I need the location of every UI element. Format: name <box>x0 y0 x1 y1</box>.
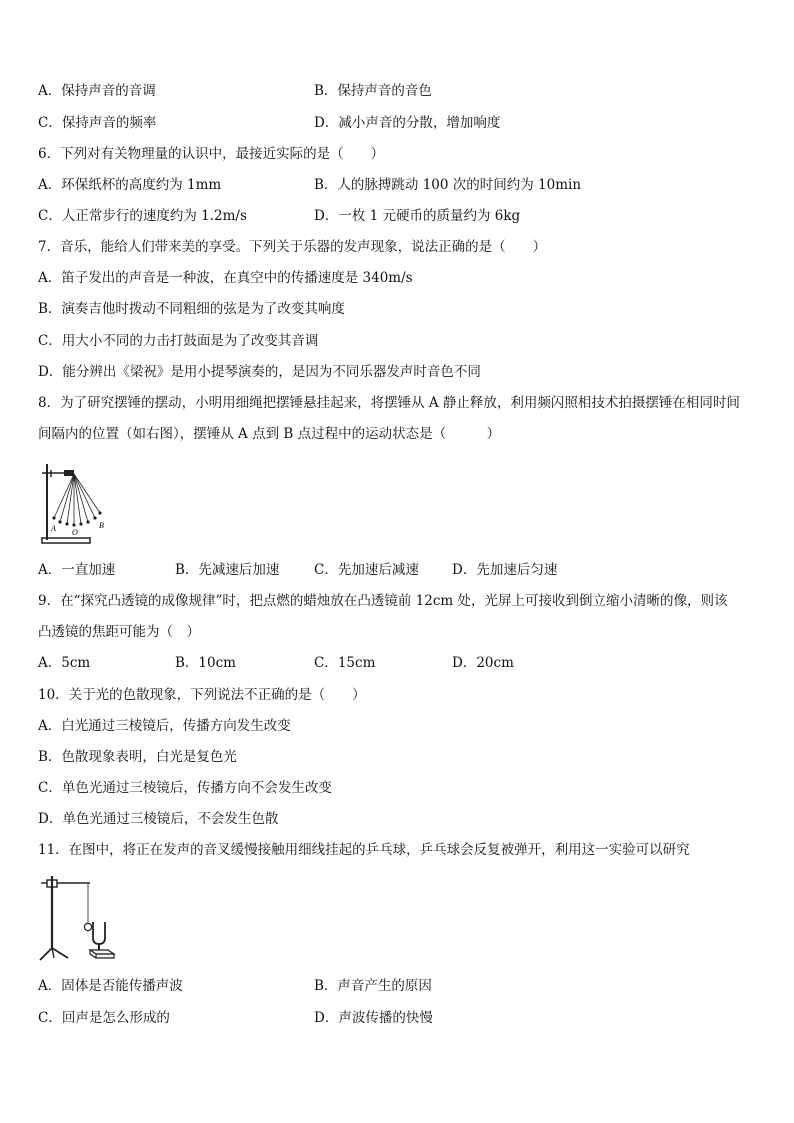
q5-option-d: D．减小声音的分散，增加响度 <box>314 115 501 131</box>
q5-option-c: C．保持声音的频率 <box>38 115 157 131</box>
q5-option-a: A．保持声音的音调 <box>38 83 156 99</box>
q7-stem: 7．音乐，能给人们带来美的享受。下列关于乐器的发声现象，说法正确的是（ ） <box>38 239 547 255</box>
q6-option-d: D．一枚 1 元硬币的质量约为 6kg <box>314 208 521 224</box>
q7-option-b: B．演奏吉他时拨动不同粗细的弦是为了改变其响度 <box>38 301 345 317</box>
q9-option-d: D．20cm <box>452 655 514 671</box>
q9-option-a: A．5cm <box>38 655 91 671</box>
q8-option-b: B．先减速后加速 <box>175 562 280 578</box>
q11-option-d: D．声波传播的快慢 <box>314 1010 433 1026</box>
q9-option-c: C．15cm <box>314 655 376 671</box>
q11-option-a: A．固体是否能传播声波 <box>38 978 183 994</box>
q10-stem: 10．关于光的色散现象，下列说法不正确的是（ ） <box>38 687 366 703</box>
label-o: O <box>72 528 78 537</box>
q6-option-c: C．人正常步行的速度约为 1.2m/s <box>38 208 247 224</box>
q7-option-d: D．能分辨出《梁祝》是用小提琴演奏的，是因为不同乐器发声时音色不同 <box>38 364 481 380</box>
pendulum-figure <box>38 456 118 546</box>
q10-option-d: D．单色光通过三棱镜后，不会发生色散 <box>38 811 279 827</box>
q9-stem-line2: 凸透镜的焦距可能为（ ） <box>38 624 200 640</box>
q7-option-c: C．用大小不同的力击打鼓面是为了改变其音调 <box>38 333 319 349</box>
q9-stem-line1: 9．在“探究凸透镜的成像规律”时，把点燃的蜡烛放在凸透镜前 12cm 处，光屏上可接收到倒立缩小清晰的像，则该 <box>38 593 728 609</box>
q10-option-b: B．色散现象表明，白光是复色光 <box>38 749 237 765</box>
q6-option-a: A．环保纸杯的高度约为 1mm <box>38 177 222 193</box>
tuning-fork-figure <box>38 870 120 962</box>
q8-option-c: C．先加速后减速 <box>314 562 419 578</box>
q11-option-b: B．声音产生的原因 <box>314 978 432 994</box>
q8-stem-line2: 间隔内的位置（如右图），摆锤从 A 点到 B 点过程中的运动状态是（ ） <box>38 426 501 442</box>
q6-option-b: B．人的脉搏跳动 100 次的时间约为 10min <box>314 177 582 193</box>
q8-option-a: A．一直加速 <box>38 562 116 578</box>
label-b: B <box>99 521 104 530</box>
q11-stem: 11．在图中，将正在发声的音叉缓慢接触用细线挂起的乒乓球，乒乓球会反复被弹开，利用这一实验可以研究 <box>38 842 690 858</box>
q10-option-c: C．单色光通过三棱镜后，传播方向不会发生改变 <box>38 780 332 796</box>
q10-option-a: A．白光通过三棱镜后，传播方向发生改变 <box>38 718 291 734</box>
q9-option-b: B．10cm <box>175 655 236 671</box>
q7-option-a: A．笛子发出的声音是一种波，在真空中的传播速度是 340m/s <box>38 270 413 286</box>
q6-stem: 6．下列对有关物理量的认识中，最接近实际的是（ ） <box>38 146 385 162</box>
q11-option-c: C．回声是怎么形成的 <box>38 1010 170 1026</box>
q8-stem-line1: 8．为了研究摆锤的摆动，小明用细绳把摆锤悬挂起来，将摆锤从 A 静止释放，利用频闪照相技术拍摄摆锤在相同时间 <box>38 395 740 411</box>
q5-option-b: B．保持声音的音色 <box>314 83 432 99</box>
label-a: A <box>51 524 56 533</box>
q8-option-d: D．先加速后匀速 <box>452 562 558 578</box>
